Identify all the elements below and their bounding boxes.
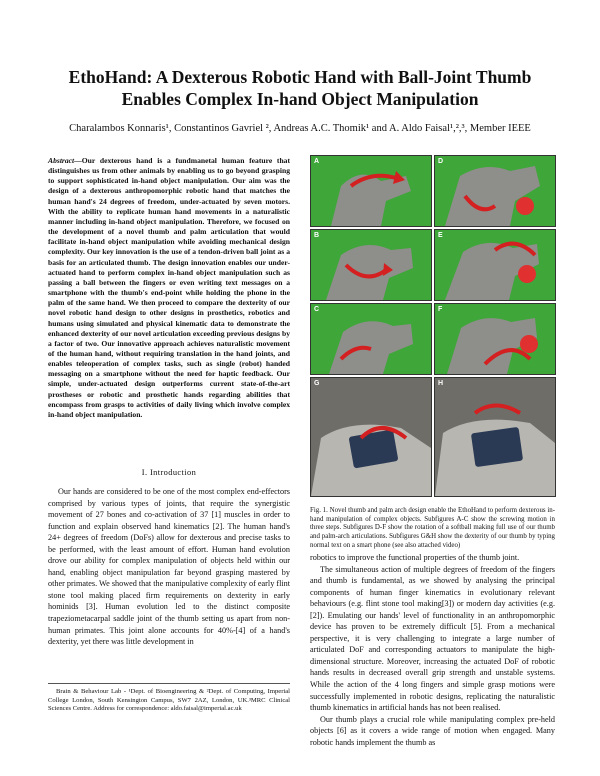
intro-paragraph-continued: robotics to improve the functional properties of the thumb joint. bbox=[310, 553, 520, 562]
figure-1 bbox=[310, 155, 555, 495]
hand-photo-e bbox=[435, 230, 555, 300]
panel-d bbox=[434, 155, 556, 227]
hand-photo-f bbox=[435, 304, 555, 374]
paper-title: EthoHand: A Dexterous Robotic Hand with Ball-Joint Thumb Enables Complex In-hand Object Manipulation bbox=[68, 67, 532, 109]
panel-label-d: D bbox=[438, 158, 444, 165]
panel-label-a: A bbox=[314, 158, 320, 165]
phone-typing-photo-h bbox=[435, 378, 555, 496]
panel-label-f: F bbox=[438, 306, 443, 313]
author-list: Charalambos Konnaris¹, Constantinos Gavriel ², Andreas A.C. Thomik¹ and A. Aldo Faisal¹,²,³, Member IEEE bbox=[69, 123, 531, 134]
abstract bbox=[48, 156, 290, 420]
panel-h bbox=[434, 377, 556, 497]
intro-left-column bbox=[48, 486, 290, 648]
panel-label-e: E bbox=[438, 232, 443, 239]
intro-right-column bbox=[310, 552, 555, 748]
panel-e bbox=[434, 229, 556, 301]
hand-photo-d bbox=[435, 156, 555, 226]
intro-paragraph: The simultaneous action of multiple degrees of freedom of the fingers and thumb is fundamental, as we showed by analysing the principal components of human finger kinematics in evolutionary relevant behaviours (e.g. flint stone tool making[3]) or modern day activities (e.g.[2]). Emulating our hands' level of functionality in an anthropomorphic device has proven to be extremely difficult [5]. From a mechanical perspective, it is very challenging to integrate a large number of articulated DoF and corresponding actuators to manipulate the high-dimensional structure. Moreover, increasing the actuated DoF of robotic hands results in decreased overall grip strength and unstable systems. While the action of the 4 long fingers and simple grasp motions were successfully implemented in robotic designs, replicating the naturalistic thumb kinematics in artificial hands has not been realised. bbox=[310, 564, 555, 713]
hand-photo-c bbox=[311, 304, 431, 374]
panel-a bbox=[310, 155, 432, 227]
panel-label-c: C bbox=[314, 306, 320, 313]
panel-label-h: H bbox=[438, 380, 444, 387]
hand-photo-a bbox=[311, 156, 431, 226]
intro-paragraph: Our thumb plays a crucial role while manipulating complex pre-held objects [6] as it covers a wide range of motion when engaged. Many robotic hands implement the thumb as bbox=[310, 714, 555, 747]
panel-label-g: G bbox=[314, 380, 320, 387]
intro-paragraph: Our hands are considered to be one of the most complex end-effectors comprised by various types of joints, that require the synergistic movement of 27 bones and co-activation of 37 [1] muscles in order to function and explain observed hand kinematics [2]. The human hand's 24+ degrees of freedom (DoFs) allow for dexterous and precise tasks to be performed, with the least amount of effort. Human hand evolution drove our ability for complex manipulation of objects held within our hand, enabling object manipulation far beyond grasping mastered by other primates. We showed that the manipulative complexity of early flint stone tool making placed firm requirements on dexterity in early hominids [3]. Human evolution led to the distinct composite trapeziometacarpal saddle joint of the thumb setting us apart from non-human primates. This joint alone accounts for 40%-[4] of a hand's dexterity, yet there was little development in bbox=[48, 487, 290, 647]
panel-label-b: B bbox=[314, 232, 320, 239]
panel-g bbox=[310, 377, 432, 497]
phone-typing-photo-g bbox=[311, 378, 431, 496]
figure-caption: Fig. 1. Novel thumb and palm arch design enable the EthoHand to perform dexterous in-hand manipulation of complex objects. Subfigures A-C show the screwing motion in three steps. Subfigures D-F show the rotation of a softball making full use of our thumb and palm-arch articulations. Subfigures G&H show the dexterity of our thumb by typing normal text on a smart phone (see also attached video) bbox=[310, 507, 555, 549]
abstract-label: Abstract bbox=[48, 156, 75, 165]
abstract-text: —Our dexterous hand is a fundmanetal human feature that distinguishes us from other animals by enabling us to go beyond grasping to support sophisticated in-hand object manipulation. Our aim was the design of a dexterous anthropomorphic robotic hand that matches the human hand's 24 degrees of freedom, under-actuated by seven motors. With the ability to replicate human hand movements in a naturalistic manner including in-hand object manipulation. Therefore, we focused on the development of a novel thumb and palm articulation that would facilitate in-hand object manipulation while avoiding mechanical design complexity. Our key innovation is the use of a tendon-driven ball joint as a basis for an articulated thumb. The design innovation enables our under-actuated hand to perform complex in-hand object manipulation such as passing a ball between the fingers or even writing text messages on a smartphone with the thumb's end-point while holding the phone in the palm of the same hand. We then proceed to compare the dexterity of our novel robotic hand design to other designs in prosthetics, robotics and humans using simulated and physical kinematic data to demonstrate the enhanced dexterity of our novel articulation exceeding previous designs by a factor of two. Our innovative approach achieves naturalistic movement of the human hand, without requiring translation in the hand joints, and enables teleoperation of complex tasks, such as single (robot) handed messaging on a smartphone without the need for haptic feedback. Our simple, under-actuated design outperforms current state-of-the-art prostheses or robotic and prosthetic hands regarding abilities that encompass from grasps to activities of daily living which involve complex in-hand object manipulation. bbox=[48, 156, 290, 419]
section-heading: I. Introduction bbox=[141, 468, 197, 477]
footnote-text: Brain & Behaviour Lab - ¹Dept. of Bioengineering & ²Dept. of Computing, Imperial College London, South Kensington Campus, SW7 2AZ, London, UK.³MRC Clinical Sciences Centre. Address for correspondence: aldo.faisal@imperial.ac.uk bbox=[48, 688, 290, 713]
panel-c bbox=[310, 303, 432, 375]
affiliation-footnote bbox=[48, 683, 290, 714]
panel-b bbox=[310, 229, 432, 301]
panel-f bbox=[434, 303, 556, 375]
hand-photo-b bbox=[311, 230, 431, 300]
